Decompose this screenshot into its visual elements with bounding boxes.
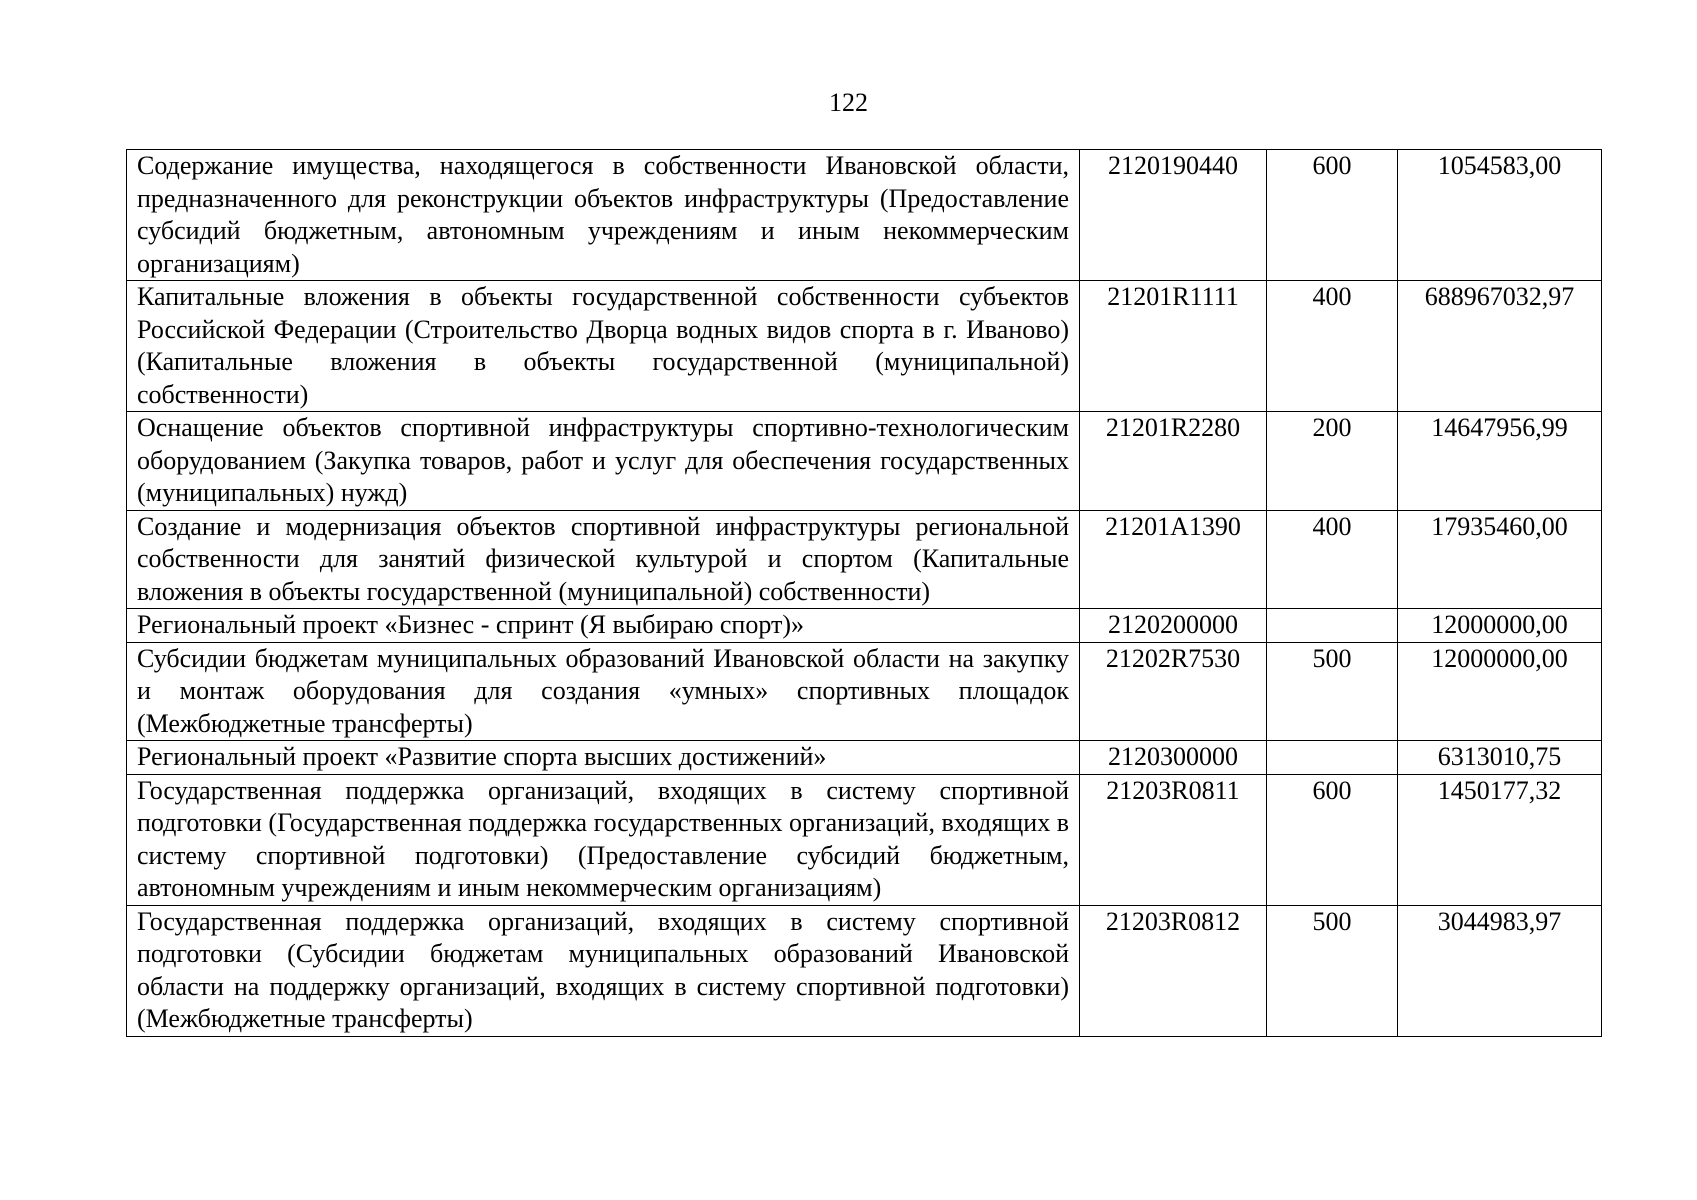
row-amount: 1054583,00 — [1398, 150, 1602, 281]
row-description: Содержание имущества, находящегося в собственности Ивановской области, предназначенного для реконструкции объектов инфраструктуры (Предоставление субсидий бюджетным, автономным учреждениям и иным некоммерческим организациям) — [127, 150, 1080, 281]
row-target-code: 21201R1111 — [1080, 281, 1267, 412]
row-amount: 688967032,97 — [1398, 281, 1602, 412]
row-description: Создание и модернизация объектов спортивной инфраструктуры региональной собственности для занятий физической культурой и спортом (Капитальные вложения в объекты государственной (муниципальной) собственности) — [127, 510, 1080, 609]
row-amount: 17935460,00 — [1398, 510, 1602, 609]
row-target-code: 2120200000 — [1080, 609, 1267, 643]
row-amount: 6313010,75 — [1398, 741, 1602, 775]
row-expense-kind: 400 — [1267, 510, 1398, 609]
row-expense-kind — [1267, 741, 1398, 775]
row-description: Региональный проект «Бизнес - спринт (Я выбираю спорт)» — [127, 609, 1080, 643]
row-amount: 12000000,00 — [1398, 609, 1602, 643]
table-row — [127, 150, 1602, 281]
table-row — [127, 741, 1602, 775]
row-description: Капитальные вложения в объекты государственной собственности субъектов Российской Федерации (Строительство Дворца водных видов спорта в г. Иваново) (Капитальные вложения в объекты государственной (муниципальной) собственности) — [127, 281, 1080, 412]
row-expense-kind: 400 — [1267, 281, 1398, 412]
row-expense-kind: 600 — [1267, 150, 1398, 281]
table-row — [127, 510, 1602, 609]
row-target-code: 2120190440 — [1080, 150, 1267, 281]
row-description: Оснащение объектов спортивной инфраструктуры спортивно-технологическим оборудованием (Закупка товаров, работ и услуг для обеспечения государственных (муниципальных) нужд) — [127, 412, 1080, 511]
row-target-code: 21202R7530 — [1080, 642, 1267, 741]
row-expense-kind — [1267, 609, 1398, 643]
row-amount: 1450177,32 — [1398, 774, 1602, 905]
row-expense-kind: 500 — [1267, 642, 1398, 741]
budget-table — [126, 149, 1602, 1037]
row-description: Государственная поддержка организаций, входящих в систему спортивной подготовки (Субсидии бюджетам муниципальных образований Ивановской области на поддержку организаций, входящих в систему спортивной подготовки) (Межбюджетные трансферты) — [127, 905, 1080, 1036]
row-amount: 3044983,97 — [1398, 905, 1602, 1036]
page-number: 122 — [829, 88, 868, 117]
row-expense-kind: 200 — [1267, 412, 1398, 511]
row-expense-kind: 600 — [1267, 774, 1398, 905]
row-description: Государственная поддержка организаций, входящих в систему спортивной подготовки (Государственная поддержка государственных организаций, входящих в систему спортивной подготовки) (Предоставление субсидий бюджетным, автономным учреждениям и иным некоммерческим организациям) — [127, 774, 1080, 905]
row-target-code: 21201R2280 — [1080, 412, 1267, 511]
row-amount: 12000000,00 — [1398, 642, 1602, 741]
row-description: Региональный проект «Развитие спорта высших достижений» — [127, 741, 1080, 775]
row-amount: 14647956,99 — [1398, 412, 1602, 511]
row-target-code: 2120300000 — [1080, 741, 1267, 775]
table-row — [127, 412, 1602, 511]
row-target-code: 21201A1390 — [1080, 510, 1267, 609]
table-row — [127, 281, 1602, 412]
table-row — [127, 609, 1602, 643]
row-target-code: 21203R0812 — [1080, 905, 1267, 1036]
row-expense-kind: 500 — [1267, 905, 1398, 1036]
row-target-code: 21203R0811 — [1080, 774, 1267, 905]
table-row — [127, 642, 1602, 741]
table-row — [127, 774, 1602, 905]
row-description: Субсидии бюджетам муниципальных образований Ивановской области на закупку и монтаж оборудования для создания «умных» спортивных площадок (Межбюджетные трансферты) — [127, 642, 1080, 741]
table-row — [127, 905, 1602, 1036]
